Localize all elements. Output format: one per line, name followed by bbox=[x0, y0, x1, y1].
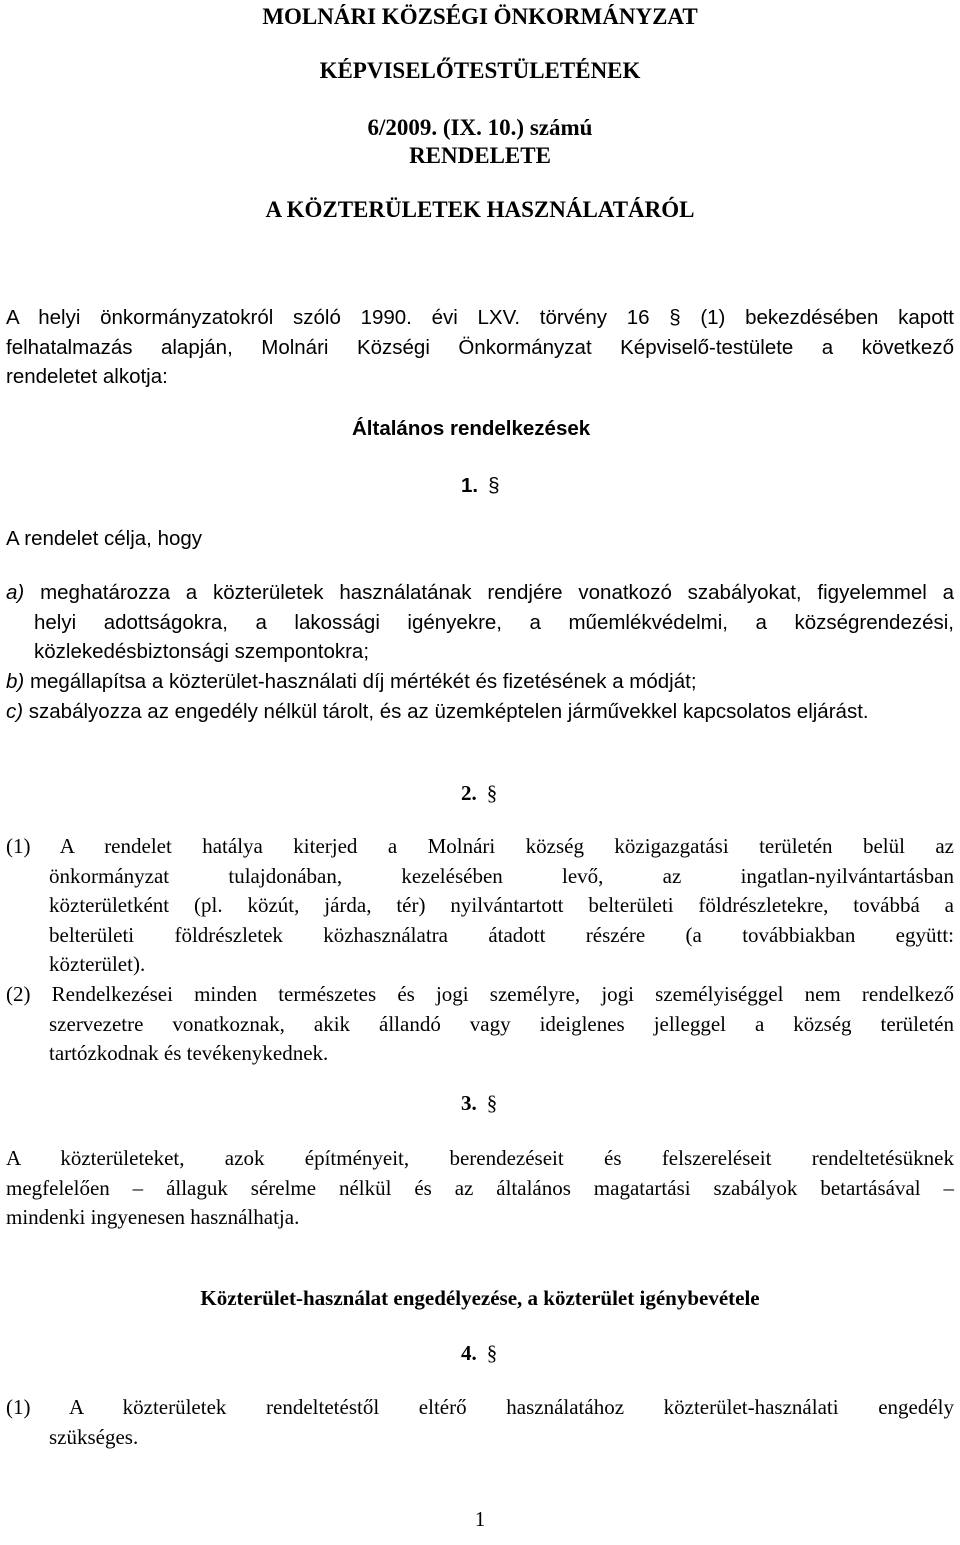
section-1-heading bbox=[461, 474, 500, 498]
page-number: 1 bbox=[474, 1507, 486, 1531]
list-item-line: közlekedésbiztonsági szempontokra; bbox=[34, 640, 370, 663]
section-sign: § bbox=[486, 1091, 498, 1115]
header-decree-subject: A KÖZTERÜLETEK HASZNÁLATÁRÓL bbox=[265, 197, 695, 222]
section-3-heading bbox=[461, 1091, 497, 1116]
header-body: KÉPVISELŐTESTÜLETÉNEK bbox=[319, 58, 641, 83]
paragraph-line bbox=[6, 980, 954, 1010]
paragraph-label: (1) bbox=[6, 1395, 31, 1419]
item-label: c) bbox=[6, 700, 24, 723]
paragraph-label: (2) bbox=[6, 982, 31, 1006]
preamble-line: A helyi önkormányzatokról szóló 1990. évi LXV. törvény 16 § (1) bekezdésében kapott bbox=[6, 306, 954, 329]
paragraph-line bbox=[6, 832, 954, 862]
paragraph-line: belterületi földrészletek közhasználatra átadott részére (a továbbiakban együtt: bbox=[49, 922, 954, 947]
header-decree-number: 6/2009. (IX. 10.) számú bbox=[367, 115, 593, 140]
section-number: 2. bbox=[461, 781, 477, 805]
paragraph-line bbox=[6, 1393, 954, 1423]
paragraph-line: mindenki ingyenesen használhatja. bbox=[6, 1205, 300, 1229]
item-label: b) bbox=[6, 670, 25, 693]
section-4-paragraph-1 bbox=[6, 1393, 954, 1452]
section-number: 1. bbox=[461, 474, 479, 497]
item-text: szabályozza az engedély nélkül tárolt, és az üzemképtelen járművekkel kapcsolatos eljárást. bbox=[28, 700, 869, 723]
paragraph-line: A közterületeket, azok építményeit, berendezéseit és felszereléseit rendeltetésüknek bbox=[6, 1146, 954, 1170]
section-1-item-a bbox=[6, 578, 954, 667]
paragraph-line: közterületként (pl. közút, járda, tér) nyilvántartott belterületi földrészletekre, továbbá a bbox=[49, 893, 954, 917]
header-decree-label: RENDELETE bbox=[409, 143, 551, 168]
item-label: a) bbox=[6, 581, 25, 604]
paragraph-text: A közterületek rendeltetéstől eltérő használatához közterület-használati engedély bbox=[68, 1395, 955, 1419]
section-sign: § bbox=[488, 474, 500, 497]
section-sign: § bbox=[486, 1341, 498, 1365]
item-text: megállapítsa a közterület-használati díj mértékét és fizetésének a módját; bbox=[29, 670, 697, 693]
preamble-line: rendeletet alkotja: bbox=[6, 365, 168, 388]
section-2-paragraph-2 bbox=[6, 980, 954, 1069]
section-2-paragraph-1 bbox=[6, 832, 954, 980]
paragraph-line: megfelelően – állaguk sérelme nélkül és az általános magatartási szabályok betartásával – bbox=[6, 1175, 954, 1200]
list-item-line bbox=[6, 578, 954, 608]
preamble bbox=[6, 303, 954, 392]
chapter-title-general: Általános rendelkezések bbox=[352, 417, 591, 440]
paragraph-line: szervezetre vonatkoznak, akik állandó vagy ideiglenes jelleggel a község területén bbox=[49, 1011, 954, 1036]
paragraph-label: (1) bbox=[6, 834, 31, 858]
paragraph-text: Rendelkezései minden természetes és jogi személyre, jogi személyiséggel nem rendelkező bbox=[51, 982, 954, 1006]
section-number: 4. bbox=[461, 1341, 477, 1365]
section-3-body bbox=[6, 1144, 954, 1233]
paragraph-line: szükséges. bbox=[49, 1424, 139, 1449]
header-authority: MOLNÁRI KÖZSÉGI ÖNKORMÁNYZAT bbox=[262, 4, 698, 29]
section-2-heading bbox=[461, 781, 497, 806]
section-sign: § bbox=[486, 781, 498, 805]
paragraph-line: közterület). bbox=[49, 952, 146, 976]
preamble-line: felhatalmazás alapján, Molnári Községi Önkormányzat Képviselő-testülete a következő bbox=[6, 335, 954, 359]
paragraph-line: tartózkodnak és tevékenykednek. bbox=[49, 1041, 329, 1065]
section-4-heading bbox=[461, 1341, 497, 1366]
section-number: 3. bbox=[461, 1091, 477, 1115]
item-text: meghatározza a közterületek használatának rendjére vonatkozó szabályokat, figyelemmel a bbox=[40, 581, 954, 604]
section-1-item-c bbox=[6, 697, 954, 727]
paragraph-line: önkormányzat tulajdonában, kezelésében levő, az ingatlan-nyilvántartásban bbox=[49, 863, 954, 888]
chapter-title-permits: Közterület-használat engedélyezése, a közterület igénybevétele bbox=[200, 1286, 760, 1310]
section-1-item-b bbox=[6, 667, 954, 697]
section-1-intro: A rendelet célja, hogy bbox=[6, 527, 203, 550]
list-item-line: helyi adottságokra, a lakossági igényekre, a műemlékvédelmi, a községrendezési, bbox=[34, 610, 954, 634]
paragraph-text: A rendelet hatálya kiterjed a Molnári község közigazgatási területén belül az bbox=[59, 834, 955, 858]
